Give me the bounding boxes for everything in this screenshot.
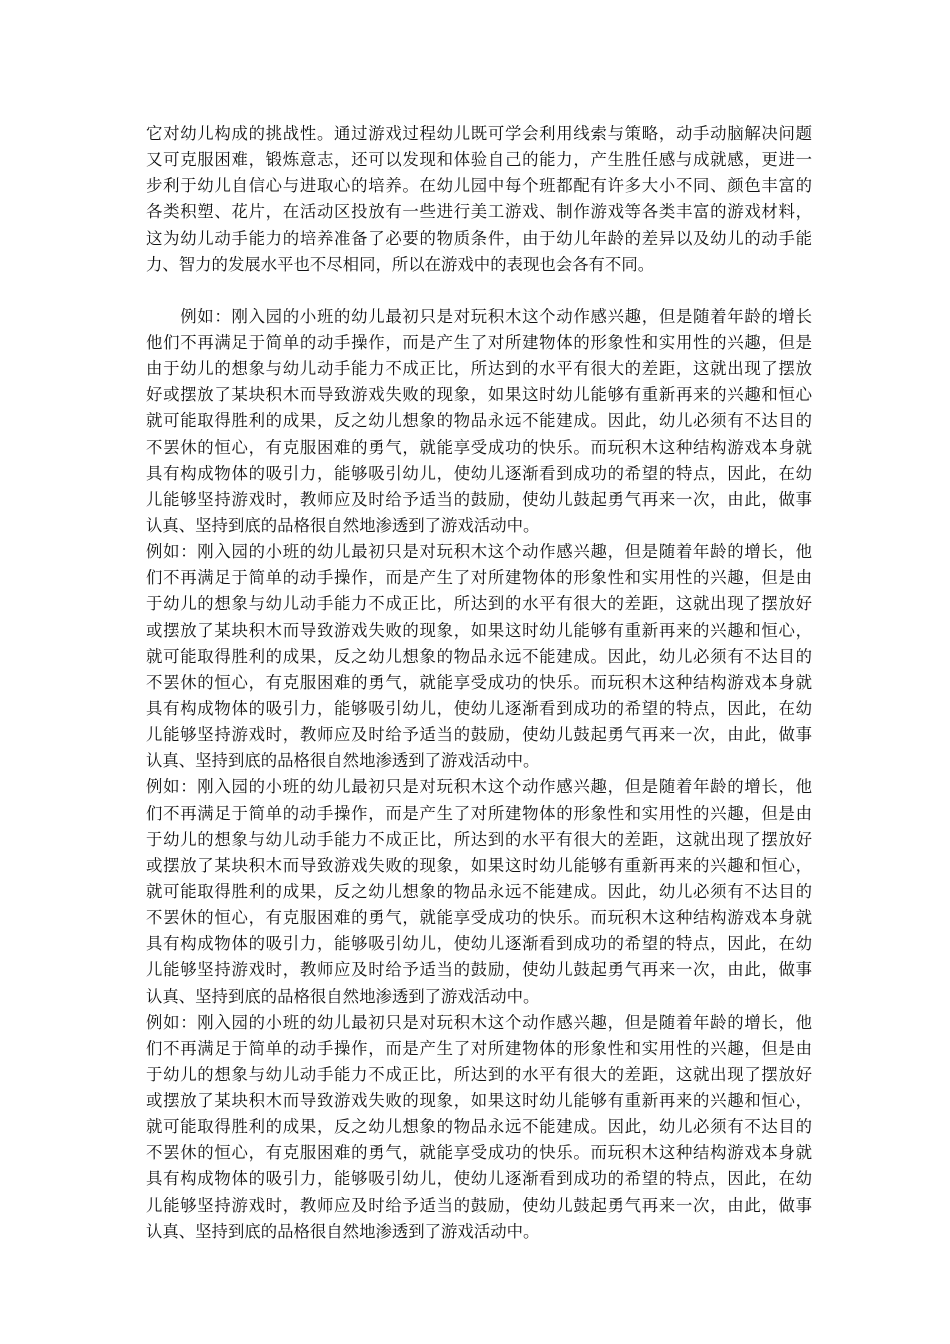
paragraph-3 — [146, 539, 812, 774]
paragraph-2 — [146, 304, 812, 539]
text-line: 步利于幼儿自信心与进取心的培养。在幼儿园中每个班都配有许多大小不同、颜色丰富的 — [146, 176, 812, 196]
paragraph-spacer — [146, 278, 812, 304]
text-line: 好或摆放了某块积木而导致游戏失败的现象，如果这时幼儿能够有重新再来的兴趣和恒心 — [146, 385, 812, 405]
text-line: 例如：刚入园的小班的幼儿最初只是对玩积木这个动作感兴趣，但是随着年龄的增长 — [146, 306, 812, 326]
text-line: 不罢休的恒心，有克服困难的勇气，就能享受成功的快乐。而玩积木这种结构游戏本身就 — [146, 437, 812, 457]
text-line: 认真、坚持到底的品格很自然地渗透到了游戏活动中。 — [146, 751, 540, 771]
text-line: 于幼儿的想象与幼儿动手能力不成正比，所达到的水平有很大的差距，这就出现了摆放好 — [146, 829, 812, 849]
text-line: 例如：刚入园的小班的幼儿最初只是对玩积木这个动作感兴趣，但是随着年龄的增长，他 — [146, 777, 812, 797]
text-line: 不罢休的恒心，有克服困难的勇气，就能享受成功的快乐。而玩积木这种结构游戏本身就 — [146, 1143, 812, 1163]
text-line: 认真、坚持到底的品格很自然地渗透到了游戏活动中。 — [146, 986, 540, 1006]
text-line: 儿能够坚持游戏时，教师应及时给予适当的鼓励，使幼儿鼓起勇气再来一次，由此，做事 — [146, 489, 812, 509]
text-line: 或摆放了某块积木而导致游戏失败的现象，如果这时幼儿能够有重新再来的兴趣和恒心， — [146, 855, 812, 875]
paragraph-4 — [146, 774, 812, 1009]
text-line: 就可能取得胜利的成果，反之幼儿想象的物品永远不能建成。因此，幼儿必须有不达目的 — [146, 646, 812, 666]
text-line: 于幼儿的想象与幼儿动手能力不成正比，所达到的水平有很大的差距，这就出现了摆放好 — [146, 1064, 812, 1084]
paragraph-1 — [146, 121, 812, 278]
text-line: 或摆放了某块积木而导致游戏失败的现象，如果这时幼儿能够有重新再来的兴趣和恒心， — [146, 620, 812, 640]
text-line: 它对幼儿构成的挑战性。通过游戏过程幼儿既可学会利用线索与策略，动手动脑解决问题 — [146, 124, 812, 143]
text-line: 或摆放了某块积木而导致游戏失败的现象，如果这时幼儿能够有重新再来的兴趣和恒心， — [146, 1091, 812, 1111]
text-line: 们不再满足于简单的动手操作，而是产生了对所建物体的形象性和实用性的兴趣，但是由 — [146, 803, 812, 823]
text-line: 们不再满足于简单的动手操作，而是产生了对所建物体的形象性和实用性的兴趣，但是由 — [146, 568, 812, 588]
text-line: 于幼儿的想象与幼儿动手能力不成正比，所达到的水平有很大的差距，这就出现了摆放好 — [146, 594, 812, 614]
text-line: 具有构成物体的吸引力，能够吸引幼儿，使幼儿逐渐看到成功的希望的特点，因此，在幼 — [146, 934, 812, 954]
paragraph-5 — [146, 1010, 812, 1245]
text-line: 不罢休的恒心，有克服困难的勇气，就能享受成功的快乐。而玩积木这种结构游戏本身就 — [146, 908, 812, 928]
text-line: 各类积塑、花片，在活动区投放有一些进行美工游戏、制作游戏等各类丰富的游戏材料， — [146, 202, 812, 222]
text-line: 力、智力的发展水平也不尽相同，所以在游戏中的表现也会各有不同。 — [146, 254, 655, 274]
document-page — [146, 121, 812, 1245]
text-line: 儿能够坚持游戏时，教师应及时给予适当的鼓励，使幼儿鼓起勇气再来一次，由此，做事 — [146, 725, 812, 745]
text-line: 由于幼儿的想象与幼儿动手能力不成正比，所达到的水平有很大的差距，这就出现了摆放 — [146, 359, 812, 379]
text-line: 这为幼儿动手能力的培养准备了必要的物质条件，由于幼儿年龄的差异以及幼儿的动手能 — [146, 228, 812, 248]
text-line: 就可能取得胜利的成果，反之幼儿想象的物品永远不能建成。因此，幼儿必须有不达目的 — [146, 411, 812, 431]
text-line: 具有构成物体的吸引力，能够吸引幼儿，使幼儿逐渐看到成功的希望的特点，因此，在幼 — [146, 463, 812, 483]
text-line: 认真、坚持到底的品格很自然地渗透到了游戏活动中。 — [146, 515, 540, 535]
text-line: 就可能取得胜利的成果，反之幼儿想象的物品永远不能建成。因此，幼儿必须有不达目的 — [146, 1117, 812, 1137]
text-line: 例如：刚入园的小班的幼儿最初只是对玩积木这个动作感兴趣，但是随着年龄的增长，他 — [146, 1012, 812, 1032]
text-line: 认真、坚持到底的品格很自然地渗透到了游戏活动中。 — [146, 1221, 540, 1241]
text-line: 们不再满足于简单的动手操作，而是产生了对所建物体的形象性和实用性的兴趣，但是由 — [146, 1038, 812, 1058]
text-line: 就可能取得胜利的成果，反之幼儿想象的物品永远不能建成。因此，幼儿必须有不达目的 — [146, 881, 812, 901]
text-line: 具有构成物体的吸引力，能够吸引幼儿，使幼儿逐渐看到成功的希望的特点，因此，在幼 — [146, 1169, 812, 1189]
text-line: 例如：刚入园的小班的幼儿最初只是对玩积木这个动作感兴趣，但是随着年龄的增长，他 — [146, 542, 812, 562]
text-line: 具有构成物体的吸引力，能够吸引幼儿，使幼儿逐渐看到成功的希望的特点，因此，在幼 — [146, 698, 812, 718]
text-line: 儿能够坚持游戏时，教师应及时给予适当的鼓励，使幼儿鼓起勇气再来一次，由此，做事 — [146, 1195, 812, 1215]
text-line: 不罢休的恒心，有克服困难的勇气，就能享受成功的快乐。而玩积木这种结构游戏本身就 — [146, 672, 812, 692]
text-line: 又可克服困难，锻炼意志，还可以发现和体验自己的能力，产生胜任感与成就感，更进一 — [146, 150, 812, 170]
text-line: 他们不再满足于简单的动手操作，而是产生了对所建物体的形象性和实用性的兴趣，但是 — [146, 332, 812, 352]
text-line: 儿能够坚持游戏时，教师应及时给予适当的鼓励，使幼儿鼓起勇气再来一次，由此，做事 — [146, 960, 812, 980]
